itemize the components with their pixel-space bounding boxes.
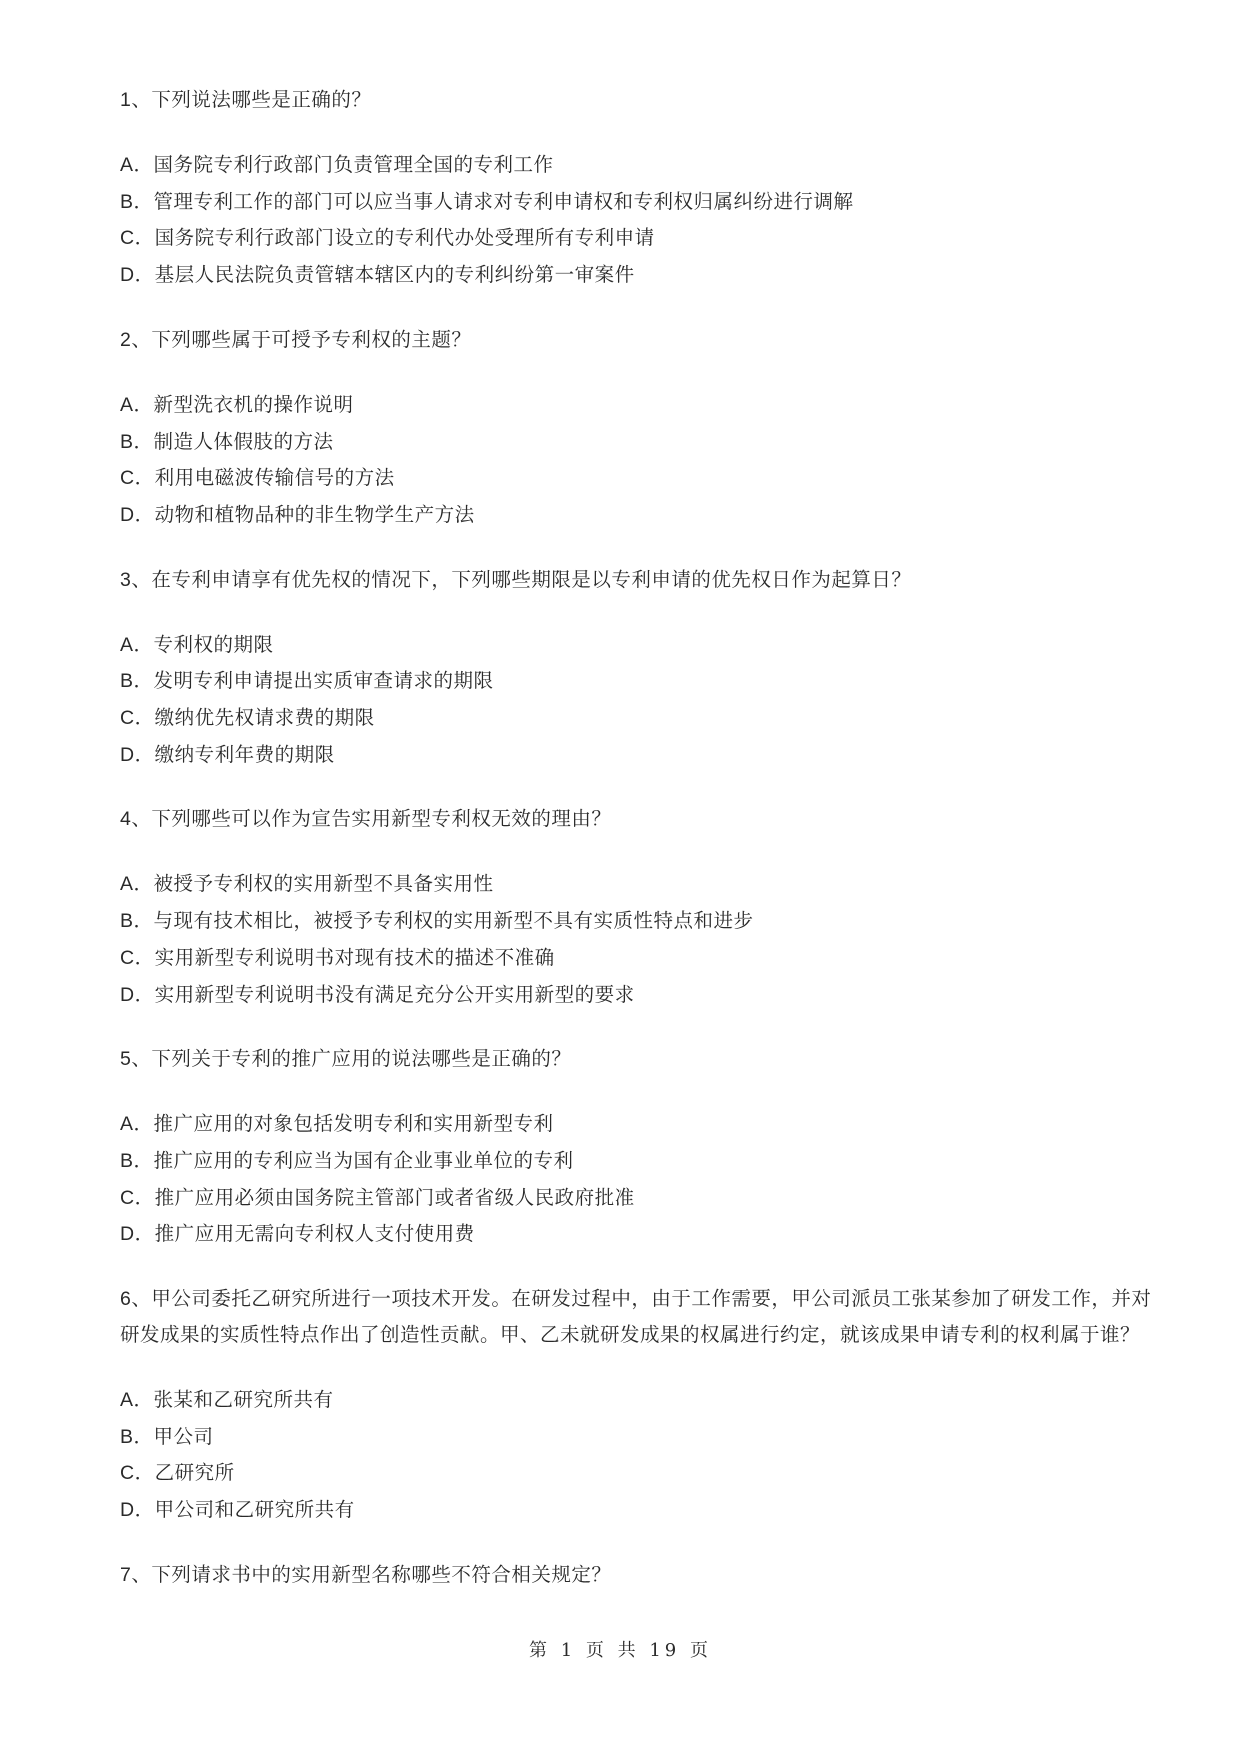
question-stem: 下列说法哪些是正确的？ — [151, 88, 372, 111]
option-item — [120, 184, 1160, 221]
question-6 — [120, 1281, 1160, 1529]
question-number: 7、 — [120, 1563, 152, 1586]
option-letter: A． — [120, 633, 154, 656]
option-item — [120, 497, 1160, 534]
option-item — [120, 977, 1160, 1014]
question-4 — [120, 801, 1160, 1013]
option-letter: C． — [120, 946, 155, 969]
option-letter: D． — [120, 264, 155, 287]
option-text: 与现有技术相比，被授予专利权的实用新型不具有实质性特点和进步 — [153, 909, 754, 933]
option-letter: D． — [120, 503, 155, 526]
option-letter: D． — [120, 1223, 155, 1246]
option-item — [120, 700, 1160, 737]
question-3 — [120, 562, 1160, 774]
option-text: 基层人民法院负责管辖本辖区内的专利纠纷第一审案件 — [154, 263, 635, 287]
option-letter: B． — [120, 430, 154, 453]
option-letter: B． — [120, 190, 154, 213]
page-footer: 第 1 页 共 19 页 — [529, 1640, 712, 1661]
option-item — [120, 1492, 1160, 1529]
question-list — [120, 82, 1160, 1593]
option-item — [120, 387, 1160, 424]
option-list — [120, 866, 1160, 1013]
option-item — [120, 1455, 1160, 1492]
question-5 — [120, 1041, 1160, 1253]
option-letter: A． — [120, 1113, 154, 1136]
option-text: 张某和乙研究所共有 — [153, 1388, 334, 1412]
option-text: 缴纳专利年费的期限 — [154, 742, 335, 766]
question-text — [120, 322, 1160, 358]
option-letter: B． — [120, 1425, 154, 1448]
question-7 — [120, 1557, 1160, 1593]
option-item — [120, 460, 1160, 497]
option-item — [120, 257, 1160, 294]
option-letter: A． — [120, 154, 154, 176]
option-letter: D． — [120, 1499, 155, 1522]
option-item — [120, 1382, 1160, 1419]
option-item — [120, 737, 1160, 774]
option-text: 被授予专利权的实用新型不具备实用性 — [153, 872, 494, 896]
question-stem: 下列哪些可以作为宣告实用新型专利权无效的理由？ — [151, 807, 612, 831]
question-number: 5、 — [120, 1048, 152, 1071]
option-letter: D． — [120, 743, 155, 766]
option-text: 甲公司 — [153, 1424, 214, 1448]
question-stem: 下列关于专利的推广应用的说法哪些是正确的？ — [151, 1047, 572, 1071]
question-text — [120, 82, 1160, 118]
option-text: 利用电磁波传输信号的方法 — [154, 466, 395, 490]
option-letter: C． — [120, 1462, 155, 1485]
question-text — [120, 1557, 1160, 1593]
option-letter: C． — [120, 707, 155, 730]
option-text: 甲公司和乙研究所共有 — [154, 1498, 355, 1522]
option-item — [120, 1143, 1160, 1180]
option-list — [120, 627, 1160, 774]
question-text — [120, 801, 1160, 837]
question-number: 2、 — [120, 328, 152, 351]
option-text: 新型洗衣机的操作说明 — [153, 392, 354, 416]
option-item — [120, 663, 1160, 700]
option-letter: B． — [120, 1149, 154, 1172]
option-letter: C． — [120, 1186, 155, 1209]
question-text — [120, 1041, 1160, 1077]
option-letter: C． — [120, 227, 155, 250]
option-item — [120, 147, 1160, 184]
option-text: 乙研究所 — [154, 1461, 235, 1485]
option-list — [120, 1382, 1160, 1529]
question-1 — [120, 82, 1160, 294]
option-letter: B． — [120, 910, 154, 933]
option-text: 推广应用的专利应当为国有企业事业单位的专利 — [153, 1148, 574, 1172]
option-letter: B． — [120, 670, 154, 693]
question-number: 4、 — [120, 808, 152, 831]
option-text: 缴纳优先权请求费的期限 — [154, 706, 375, 730]
question-stem: 下列哪些属于可授予专利权的主题？ — [151, 327, 472, 351]
option-text: 动物和植物品种的非生物学生产方法 — [154, 502, 475, 526]
option-text: 国务院专利行政部门设立的专利代办处受理所有专利申请 — [154, 226, 655, 250]
option-item — [120, 1216, 1160, 1253]
option-item — [120, 220, 1160, 257]
option-text: 推广应用无需向专利权人支付使用费 — [154, 1222, 475, 1246]
question-2 — [120, 322, 1160, 534]
option-text: 国务院专利行政部门负责管理全国的专利工作 — [153, 153, 554, 176]
option-list — [120, 387, 1160, 534]
question-stem: 甲公司委托乙研究所进行一项技术开发。在研发过程中，由于工作需要，甲公司派员工张某参加了研发工作，并对研发成果的实质性特点作出了创造性贡献。甲、乙未就研发成果的权属进行约定，就该成果申请专利的权利属于谁？ — [120, 1287, 1152, 1347]
option-item — [120, 903, 1160, 940]
option-list — [120, 1106, 1160, 1253]
question-number: 6、 — [120, 1288, 152, 1311]
option-letter: D． — [120, 983, 155, 1006]
question-stem: 下列请求书中的实用新型名称哪些不符合相关规定？ — [151, 1562, 612, 1586]
option-text: 管理专利工作的部门可以应当事人请求对专利申请权和专利权归属纠纷进行调解 — [153, 189, 854, 213]
question-text — [120, 562, 1160, 598]
option-item — [120, 940, 1160, 977]
option-item — [120, 1180, 1160, 1217]
option-letter: C． — [120, 467, 155, 490]
option-letter: A． — [120, 393, 154, 416]
option-item — [120, 1106, 1160, 1143]
option-text: 推广应用必须由国务院主管部门或者省级人民政府批准 — [154, 1185, 635, 1209]
question-stem: 在专利申请享有优先权的情况下，下列哪些期限是以专利申请的优先权日作为起算日？ — [151, 567, 912, 591]
question-text — [120, 1281, 1160, 1353]
option-item — [120, 866, 1160, 903]
question-number: 3、 — [120, 568, 152, 591]
option-letter: A． — [120, 873, 154, 896]
option-text: 制造人体假肢的方法 — [153, 429, 334, 453]
option-text: 发明专利申请提出实质审查请求的期限 — [153, 669, 494, 693]
option-letter: A． — [120, 1389, 154, 1412]
option-list — [120, 147, 1160, 294]
option-text: 推广应用的对象包括发明专利和实用新型专利 — [153, 1112, 554, 1136]
option-item — [120, 1419, 1160, 1456]
option-text: 实用新型专利说明书没有满足充分公开实用新型的要求 — [154, 982, 635, 1006]
option-item — [120, 627, 1160, 664]
option-item — [120, 424, 1160, 461]
option-text: 实用新型专利说明书对现有技术的描述不准确 — [154, 945, 555, 969]
option-text: 专利权的期限 — [153, 632, 274, 656]
question-number: 1、 — [120, 89, 152, 111]
